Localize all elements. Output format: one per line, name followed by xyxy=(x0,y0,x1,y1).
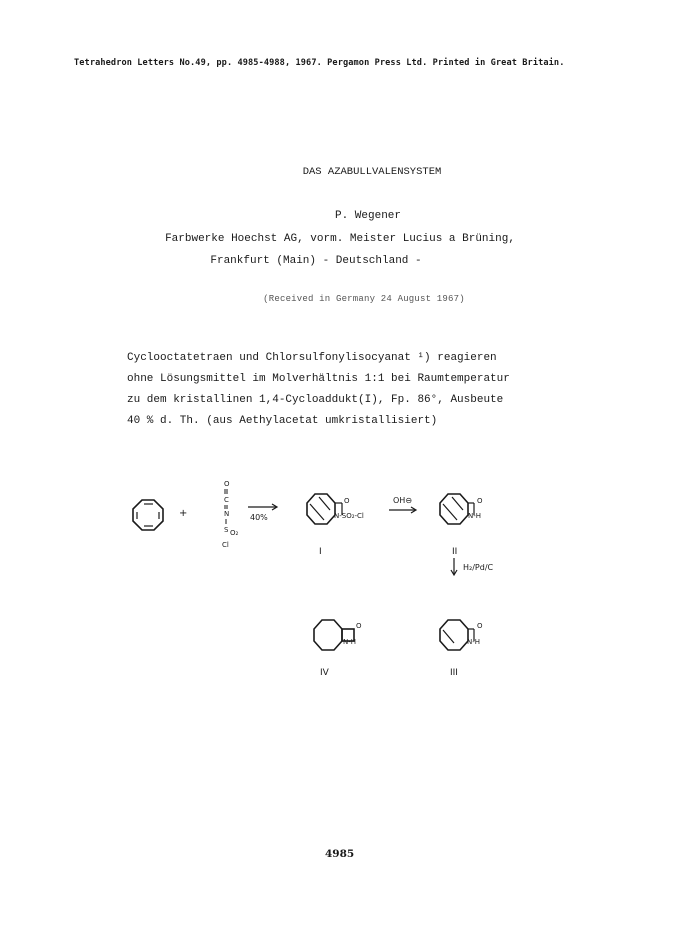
plus-sign: + xyxy=(179,508,188,519)
body-paragraph xyxy=(127,348,547,432)
reaction-scheme xyxy=(130,470,550,690)
article-title: DAS AZABULLVALENSYSTEM xyxy=(302,166,442,178)
compound-IV-carbonyl: O xyxy=(356,622,362,630)
compound-III-nitrogen-group: N-H xyxy=(467,638,481,646)
reagent-atom: N xyxy=(224,510,230,518)
body-line: zu dem kristallinen 1,4-Cycloaddukt(I), Fp. 86°, Ausbeute xyxy=(127,394,504,406)
compound-I-label: I xyxy=(319,547,322,557)
affiliation-line-1: Farbwerke Hoechst AG, vorm. Meister Lucius a Brüning, xyxy=(165,233,515,245)
reagent-atom: Cl xyxy=(222,541,229,549)
author-name: P. Wegener xyxy=(334,210,401,222)
page-number: 4985 xyxy=(325,848,355,860)
body-line: 40 % d. Th. (aus Aethylacetat umkristallisiert) xyxy=(127,415,438,427)
compound-III-carbonyl: O xyxy=(477,622,483,630)
body-line: ohne Lösungsmittel im Molverhältnis 1:1 bei Raumtemperatur xyxy=(127,373,510,385)
compound-IV-label: IV xyxy=(320,668,329,678)
hydrogenation-reagent: H₂/Pd/C xyxy=(463,563,494,572)
compound-I-nitrogen-group: N-SO₂-Cl xyxy=(334,512,364,520)
compound-I-carbonyl: O xyxy=(344,497,350,505)
compound-II-nitrogen-group: N-H xyxy=(468,512,482,520)
received-date: (Received in Germany 24 August 1967) xyxy=(263,294,465,304)
chlorosulfonyl-isocyanate-structure xyxy=(222,480,239,549)
affiliation-line-2: Frankfurt (Main) - Deutschland - xyxy=(210,255,422,267)
reagent-so2: O₂ xyxy=(230,529,239,537)
compound-IV-nitrogen-group: N-H xyxy=(343,638,357,646)
cyclooctatetraene-structure xyxy=(133,500,163,530)
body-line: Cyclooctatetraen und Chlorsulfonylisocyanat ¹) reagieren xyxy=(127,352,497,364)
step2-reagent: OH⊖ xyxy=(393,496,413,505)
reagent-atom: S xyxy=(224,526,229,534)
reagent-atom: O xyxy=(224,480,230,488)
reagent-atom: C xyxy=(224,496,229,504)
compound-II-label: II xyxy=(452,547,458,557)
yield-label: 40% xyxy=(250,513,268,522)
journal-citation-header: Tetrahedron Letters No.49, pp. 4985-4988, 1967. Pergamon Press Ltd. Printed in Great Britain. xyxy=(74,58,565,68)
compound-III-label: III xyxy=(450,668,458,678)
compound-II-carbonyl: O xyxy=(477,497,483,505)
